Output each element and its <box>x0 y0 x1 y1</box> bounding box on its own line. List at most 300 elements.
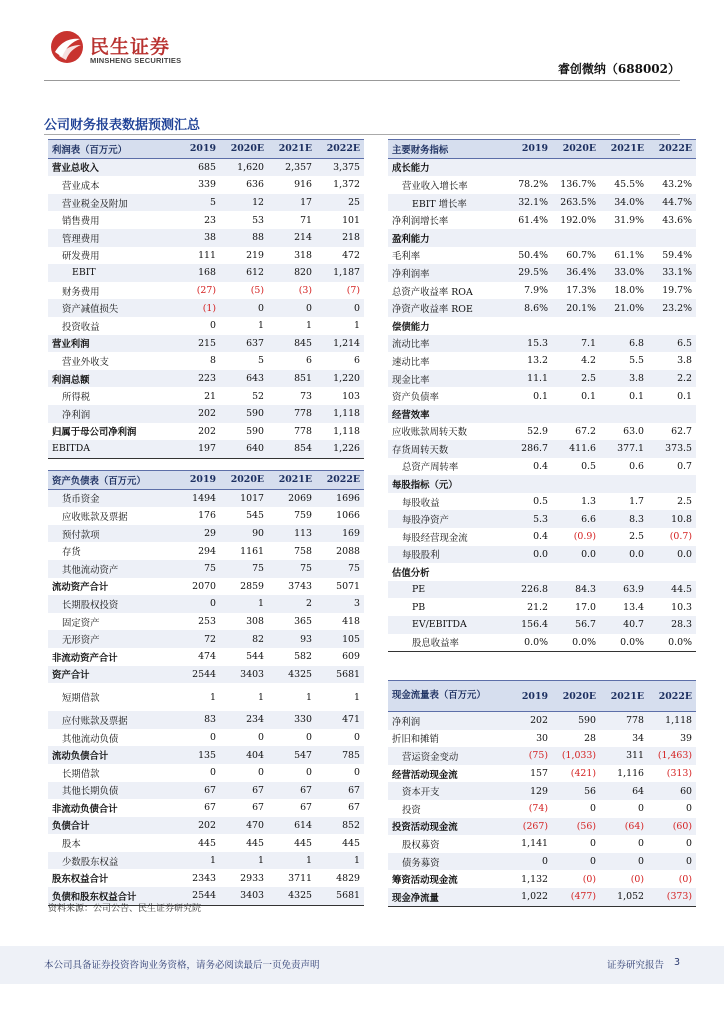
cell-value: 1,116 <box>600 765 648 783</box>
column-header: 2021E <box>268 140 316 159</box>
cell-value: 3.8 <box>648 352 696 370</box>
table-row <box>48 799 364 817</box>
cell-value: 0.1 <box>552 387 600 405</box>
table-row <box>388 423 696 441</box>
cell-value <box>600 475 648 493</box>
table-row <box>388 299 696 317</box>
cell-value: 0 <box>268 299 316 317</box>
cash-flow-table <box>388 680 696 907</box>
header-divider <box>44 80 680 81</box>
cell-value: 1,118 <box>648 712 696 730</box>
cell-value: (0.9) <box>552 528 600 546</box>
table-row <box>388 528 696 546</box>
row-label: 所得税 <box>48 387 176 405</box>
cell-value: 56 <box>552 782 600 800</box>
cell-value: 1,118 <box>316 405 364 423</box>
source-note: 资料来源：公司公告、民生证券研究院 <box>48 904 202 914</box>
table-row <box>388 229 696 247</box>
table-title: 主要财务指标 <box>388 140 508 159</box>
row-label: 债务募资 <box>388 853 508 871</box>
column-header: 2022E <box>648 140 696 159</box>
cell-value: 916 <box>268 176 316 194</box>
cell-value: 6.8 <box>600 335 648 353</box>
cell-value: 168 <box>176 264 220 282</box>
cell-value: 1.3 <box>552 493 600 511</box>
cell-value <box>508 563 552 581</box>
cell-value: 10.3 <box>648 598 696 616</box>
cell-value: 61.4% <box>508 211 552 229</box>
table-title: 现金流量表（百万元） <box>388 681 508 712</box>
row-label: 折旧和摊销 <box>388 730 508 748</box>
table-row <box>388 712 696 730</box>
cell-value <box>600 229 648 247</box>
table-row <box>388 853 696 871</box>
row-label: 净利润 <box>48 405 176 423</box>
row-label: 总资产周转率 <box>388 458 508 476</box>
cell-value: 67 <box>176 782 220 800</box>
cell-value: 1,022 <box>508 888 552 906</box>
row-label: 应收账款及票据 <box>48 507 176 525</box>
cell-value: 845 <box>268 335 316 353</box>
row-label: PB <box>388 598 508 616</box>
cell-value: 0.6 <box>600 458 648 476</box>
cell-value <box>552 405 600 423</box>
column-header: 2020E <box>220 140 268 159</box>
cell-value: 38 <box>176 229 220 247</box>
cell-value: 17.3% <box>552 282 600 300</box>
cell-value: 2069 <box>268 489 316 507</box>
cell-value: 1,220 <box>316 370 364 388</box>
cell-value: 1161 <box>220 542 268 560</box>
row-label: EBITDA <box>48 440 176 458</box>
table-row <box>388 264 696 282</box>
cell-value: 67.2 <box>552 423 600 441</box>
logo-text: 民生证券 <box>90 36 171 58</box>
table-row <box>388 888 696 906</box>
cell-value <box>648 405 696 423</box>
column-header: 2019 <box>508 681 552 712</box>
row-label: 营业利润 <box>48 335 176 353</box>
column-header: 2022E <box>648 681 696 712</box>
cell-value: 129 <box>508 782 552 800</box>
cell-value: 64 <box>600 782 648 800</box>
cell-value: 33.0% <box>600 264 648 282</box>
cell-value: 2.5 <box>648 493 696 511</box>
cell-value: 445 <box>316 834 364 852</box>
cell-value <box>600 317 648 335</box>
cell-value: 78.2% <box>508 176 552 194</box>
cell-value: 0.1 <box>648 387 696 405</box>
table-row <box>388 546 696 564</box>
cell-value <box>508 158 552 176</box>
cell-value: 5071 <box>316 578 364 596</box>
logo-text-en: MINSHENG SECURITIES <box>90 56 182 65</box>
cell-value: 0.0 <box>600 546 648 564</box>
cell-value: 3 <box>316 595 364 613</box>
cell-value: 5681 <box>316 666 364 684</box>
cell-value: 5 <box>176 194 220 212</box>
cell-value <box>508 405 552 423</box>
cell-value: 21.2 <box>508 598 552 616</box>
cell-value: (267) <box>508 818 552 836</box>
cell-value: 1 <box>176 683 220 711</box>
table-row <box>48 525 364 543</box>
table-row <box>48 282 364 300</box>
cell-value: 377.1 <box>600 440 648 458</box>
column-header: 2019 <box>508 140 552 159</box>
cell-value <box>600 563 648 581</box>
cell-value: 4325 <box>268 887 316 905</box>
page-number: 3 <box>673 957 680 968</box>
table-row <box>48 560 364 578</box>
cell-value: 43.2% <box>648 176 696 194</box>
row-label: 每股指标（元） <box>388 475 508 493</box>
cell-value: (313) <box>648 765 696 783</box>
cell-value: 218 <box>316 229 364 247</box>
cell-value: 0 <box>268 764 316 782</box>
cell-value: 234 <box>220 711 268 729</box>
cell-value: 854 <box>268 440 316 458</box>
cell-value: 0 <box>600 853 648 871</box>
cell-value: 0.1 <box>600 387 648 405</box>
cell-value: 0 <box>268 729 316 747</box>
cell-value: 0 <box>508 853 552 871</box>
cell-value: 778 <box>268 423 316 441</box>
cell-value: 72 <box>176 630 220 648</box>
table-row <box>388 598 696 616</box>
table-row <box>48 423 364 441</box>
cell-value: 0 <box>220 299 268 317</box>
cell-value: 636 <box>220 176 268 194</box>
cell-value: 6 <box>316 352 364 370</box>
table-row <box>48 176 364 194</box>
cell-value: 223 <box>176 370 220 388</box>
row-label: 营业税金及附加 <box>48 194 176 212</box>
table-row <box>388 835 696 853</box>
table-row <box>388 800 696 818</box>
cell-value: 2070 <box>176 578 220 596</box>
cell-value: 0.4 <box>508 458 552 476</box>
row-label: EBIT 增长率 <box>388 194 508 212</box>
column-header: 2020E <box>552 140 600 159</box>
table-row <box>48 683 364 711</box>
cell-value: 60 <box>648 782 696 800</box>
row-label: 少数股东权益 <box>48 852 176 870</box>
cell-value: 202 <box>176 405 220 423</box>
cell-value: 8.3 <box>600 510 648 528</box>
row-label: 净利润率 <box>388 264 508 282</box>
cell-value: 34 <box>600 730 648 748</box>
cell-value: 474 <box>176 648 220 666</box>
cell-value: (1,033) <box>552 747 600 765</box>
table-row <box>388 765 696 783</box>
table-row <box>388 352 696 370</box>
table-row <box>48 440 364 458</box>
cell-value: 286.7 <box>508 440 552 458</box>
cell-value: 67 <box>176 799 220 817</box>
cell-value: 590 <box>220 405 268 423</box>
cell-value: 2 <box>268 595 316 613</box>
column-header: 2020E <box>220 471 268 490</box>
table-row <box>48 352 364 370</box>
cell-value: 0.0% <box>552 634 600 652</box>
table-row <box>388 475 696 493</box>
cell-value: 202 <box>508 712 552 730</box>
cell-value: 33.1% <box>648 264 696 282</box>
table-row <box>48 247 364 265</box>
cell-value: 445 <box>268 834 316 852</box>
row-label: EV/EBITDA <box>388 616 508 634</box>
table-row <box>48 158 364 176</box>
cell-value: 197 <box>176 440 220 458</box>
balance-sheet-table <box>48 470 364 906</box>
cell-value: 20.1% <box>552 299 600 317</box>
table-row <box>48 711 364 729</box>
cell-value: (75) <box>508 747 552 765</box>
cell-value: 759 <box>268 507 316 525</box>
cell-value: 32.1% <box>508 194 552 212</box>
cell-value: 62.7 <box>648 423 696 441</box>
cell-value: 219 <box>220 247 268 265</box>
cell-value: 1 <box>316 683 364 711</box>
cell-value: 5.5 <box>600 352 648 370</box>
row-label: 流动负债合计 <box>48 746 176 764</box>
cell-value: 18.0% <box>600 282 648 300</box>
cell-value: 28 <box>552 730 600 748</box>
cell-value: 0 <box>176 317 220 335</box>
cell-value: 1 <box>176 852 220 870</box>
cell-value: 1,052 <box>600 888 648 906</box>
cell-value: 63.0 <box>600 423 648 441</box>
row-label: 投资 <box>388 800 508 818</box>
cell-value: 411.6 <box>552 440 600 458</box>
row-label: 销售费用 <box>48 211 176 229</box>
cell-value: 202 <box>176 817 220 835</box>
cell-value: 84.3 <box>552 581 600 599</box>
row-label: 应收账款周转天数 <box>388 423 508 441</box>
cell-value: 612 <box>220 264 268 282</box>
table-row <box>48 578 364 596</box>
table-row <box>48 405 364 423</box>
cell-value: 82 <box>220 630 268 648</box>
row-label: 固定资产 <box>48 613 176 631</box>
cell-value: 5681 <box>316 887 364 905</box>
cell-value: 2544 <box>176 887 220 905</box>
table-row <box>388 317 696 335</box>
cell-value: (60) <box>648 818 696 836</box>
cell-value: 8 <box>176 352 220 370</box>
cell-value: 17 <box>268 194 316 212</box>
table-row <box>48 299 364 317</box>
cell-value: 1,620 <box>220 158 268 176</box>
cell-value: 1017 <box>220 489 268 507</box>
table-row <box>388 581 696 599</box>
cell-value: 23 <box>176 211 220 229</box>
cell-value: 2088 <box>316 542 364 560</box>
table-row <box>48 666 364 684</box>
table-row <box>388 782 696 800</box>
cell-value: 4829 <box>316 869 364 887</box>
row-label: 每股股利 <box>388 546 508 564</box>
cell-value: 851 <box>268 370 316 388</box>
row-label: 净利润增长率 <box>388 211 508 229</box>
table-row <box>48 746 364 764</box>
cell-value: 215 <box>176 335 220 353</box>
cell-value: 8.6% <box>508 299 552 317</box>
cell-value: 60.7% <box>552 247 600 265</box>
cell-value: 6.5 <box>648 335 696 353</box>
cell-value <box>508 317 552 335</box>
table-title: 利润表（百万元） <box>48 140 176 159</box>
row-label: 营运资金变动 <box>388 747 508 765</box>
footer-disclaimer: 本公司具备证券投资咨询业务资格，请务必阅读最后一页免责声明 <box>44 960 320 971</box>
cell-value: 785 <box>316 746 364 764</box>
row-label: 经营活动现金流 <box>388 765 508 783</box>
cell-value: 1494 <box>176 489 220 507</box>
cell-value: 0.0% <box>600 634 648 652</box>
row-label: 营业总收入 <box>48 158 176 176</box>
cell-value: 2,357 <box>268 158 316 176</box>
cell-value: 52.9 <box>508 423 552 441</box>
row-label: 长期股权投资 <box>48 595 176 613</box>
cell-value: 111 <box>176 247 220 265</box>
cell-value: 373.5 <box>648 440 696 458</box>
cell-value: 2.5 <box>600 528 648 546</box>
row-label: 归属于母公司净利润 <box>48 423 176 441</box>
cell-value: 1066 <box>316 507 364 525</box>
table-row <box>48 370 364 388</box>
cell-value: 758 <box>268 542 316 560</box>
cell-value: 67 <box>268 782 316 800</box>
cell-value: 404 <box>220 746 268 764</box>
cell-value: 12 <box>220 194 268 212</box>
table-row <box>48 542 364 560</box>
cell-value: 156.4 <box>508 616 552 634</box>
row-label: 流动资产合计 <box>48 578 176 596</box>
table-row <box>388 870 696 888</box>
cell-value: 36.4% <box>552 264 600 282</box>
row-label: 其他长期负债 <box>48 782 176 800</box>
cell-value: 0 <box>316 299 364 317</box>
cell-value: 1 <box>268 852 316 870</box>
cell-value: 1,132 <box>508 870 552 888</box>
row-label: 负债和股东权益合计 <box>48 887 176 905</box>
cell-value: 640 <box>220 440 268 458</box>
row-label: 股息收益率 <box>388 634 508 652</box>
cell-value <box>648 475 696 493</box>
section-title: 公司财务报表数据预测汇总 <box>44 118 201 133</box>
cell-value: 5 <box>220 352 268 370</box>
row-label: 净利润 <box>388 712 508 730</box>
cell-value: (421) <box>552 765 600 783</box>
cell-value: 43.6% <box>648 211 696 229</box>
cell-value: 45.5% <box>600 176 648 194</box>
cell-value: 643 <box>220 370 268 388</box>
cell-value: 90 <box>220 525 268 543</box>
row-label: 现金净流量 <box>388 888 508 906</box>
cell-value: 75 <box>176 560 220 578</box>
cell-value <box>648 158 696 176</box>
cell-value: (0) <box>600 870 648 888</box>
cell-value: 3,375 <box>316 158 364 176</box>
table-row <box>388 370 696 388</box>
cell-value: 73 <box>268 387 316 405</box>
row-label: 财务费用 <box>48 282 176 300</box>
cell-value: 472 <box>316 247 364 265</box>
cell-value: 820 <box>268 264 316 282</box>
cell-value: 3403 <box>220 666 268 684</box>
row-label: 存货周转天数 <box>388 440 508 458</box>
column-header: 2019 <box>176 471 220 490</box>
cell-value: 1 <box>316 852 364 870</box>
cell-value: 67 <box>268 799 316 817</box>
cell-value: 17.0 <box>552 598 600 616</box>
table-row <box>388 616 696 634</box>
cell-value: 40.7 <box>600 616 648 634</box>
table-row <box>388 747 696 765</box>
cell-value: 113 <box>268 525 316 543</box>
cell-value: 226.8 <box>508 581 552 599</box>
row-label: 资产减值损失 <box>48 299 176 317</box>
cell-value: 2.2 <box>648 370 696 388</box>
cell-value: 21.0% <box>600 299 648 317</box>
table-row <box>388 493 696 511</box>
row-label: 每股经营现金流 <box>388 528 508 546</box>
cell-value: 778 <box>268 405 316 423</box>
cell-value: 21 <box>176 387 220 405</box>
financial-ratios-table <box>388 139 696 652</box>
cell-value: 445 <box>176 834 220 852</box>
row-label: 投资收益 <box>48 317 176 335</box>
cell-value: (3) <box>268 282 316 300</box>
table-row <box>48 729 364 747</box>
cell-value: 0 <box>220 729 268 747</box>
cell-value: 1,372 <box>316 176 364 194</box>
cell-value: (7) <box>316 282 364 300</box>
cell-value: 192.0% <box>552 211 600 229</box>
table-row <box>48 335 364 353</box>
cell-value: (477) <box>552 888 600 906</box>
row-label: 股权募资 <box>388 835 508 853</box>
cell-value: 545 <box>220 507 268 525</box>
row-label: 偿债能力 <box>388 317 508 335</box>
cell-value: (0) <box>552 870 600 888</box>
cell-value: 23.2% <box>648 299 696 317</box>
column-header: 2022E <box>316 140 364 159</box>
cell-value: 0 <box>552 853 600 871</box>
cell-value: 93 <box>268 630 316 648</box>
row-label: 长期借款 <box>48 764 176 782</box>
cell-value: (0) <box>648 870 696 888</box>
cell-value: 1,141 <box>508 835 552 853</box>
row-label: 应付账款及票据 <box>48 711 176 729</box>
table-row <box>48 869 364 887</box>
cell-value: 778 <box>600 712 648 730</box>
cell-value: (74) <box>508 800 552 818</box>
cell-value: 28.3 <box>648 616 696 634</box>
table-row <box>388 818 696 836</box>
table-row <box>388 730 696 748</box>
cell-value: 0 <box>316 764 364 782</box>
cell-value: 31.9% <box>600 211 648 229</box>
cell-value: 101 <box>316 211 364 229</box>
cell-value: 157 <box>508 765 552 783</box>
cell-value: 7.1 <box>552 335 600 353</box>
cell-value: (1) <box>176 299 220 317</box>
cell-value: 590 <box>220 423 268 441</box>
cell-value: 0 <box>176 729 220 747</box>
cell-value: 6.6 <box>552 510 600 528</box>
